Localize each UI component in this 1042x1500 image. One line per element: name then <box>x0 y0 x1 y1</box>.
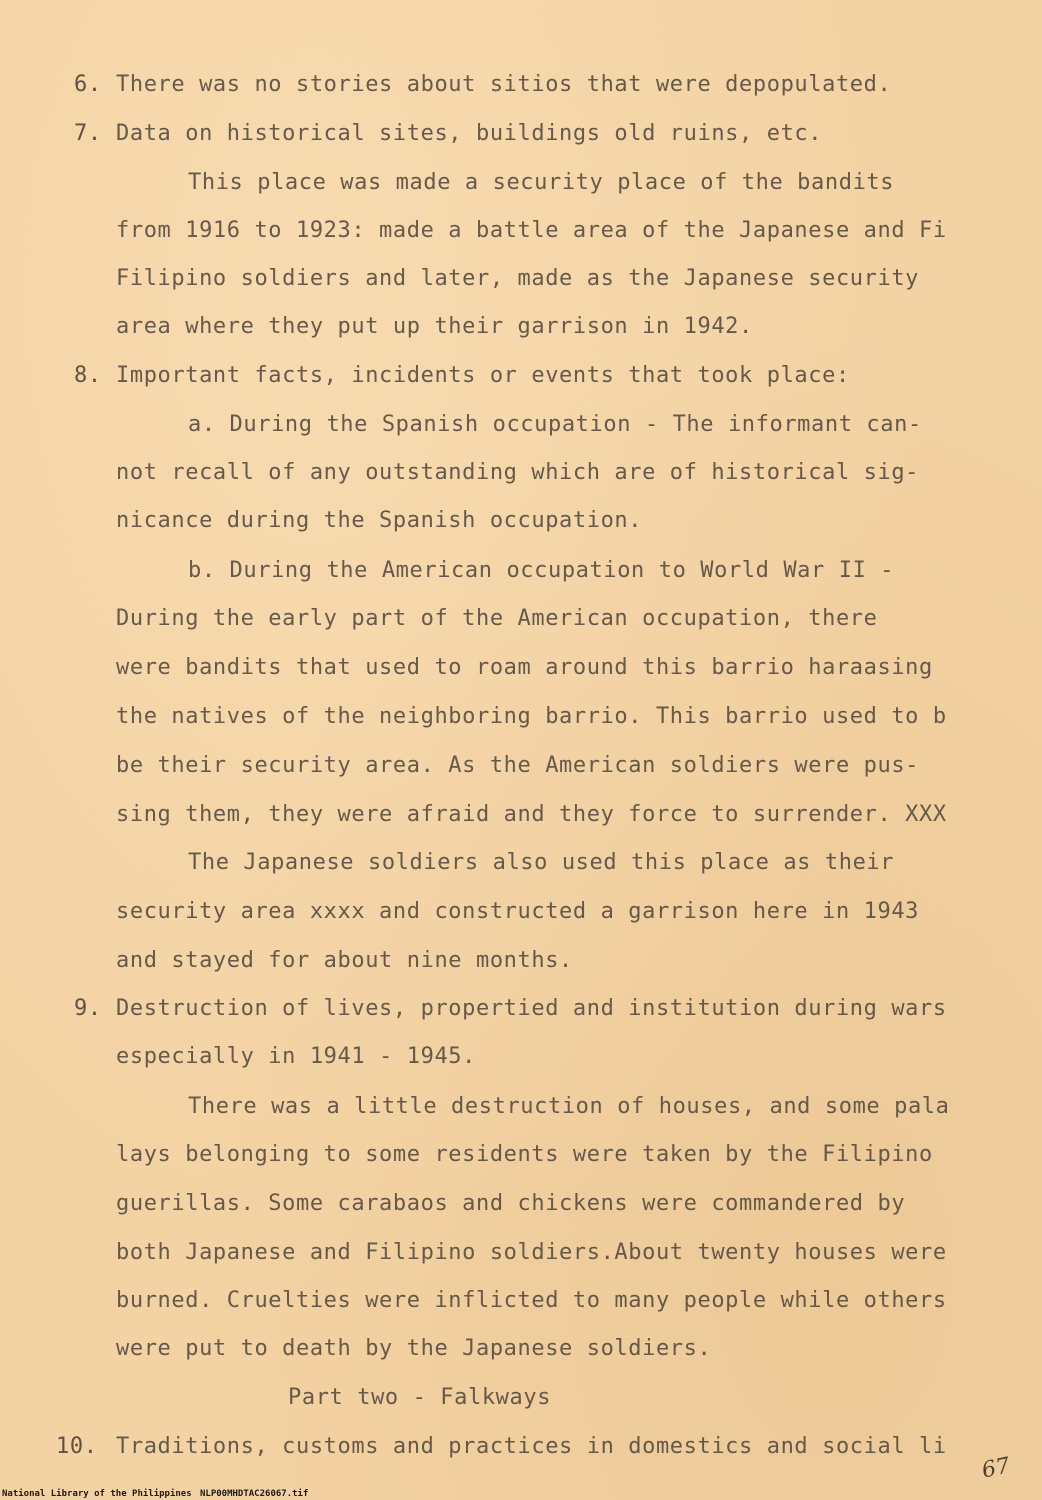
paragraph-line: were put to death by the Japanese soldiers. <box>116 1336 712 1361</box>
item-8-text: Important facts, incidents or events that took place: <box>116 363 850 388</box>
paragraph-line: burned. Cruelties were inflicted to many people while others <box>116 1288 947 1313</box>
paragraph-line: This place was made a security place of the bandits <box>188 170 895 195</box>
paragraph-line: nicance during the Spanish occupation. <box>116 508 643 533</box>
paragraph-line: and stayed for about nine months. <box>116 948 573 973</box>
footer-file-id: NLP00MHDTAC26067.tif <box>200 1489 309 1499</box>
paragraph-line: from 1916 to 1923: made a battle area of the Japanese and Fi <box>116 218 947 243</box>
subitem-b-line: b. During the American occupation to World War II - <box>188 558 895 583</box>
handwritten-page-mark: 67 <box>979 1453 1013 1484</box>
footer-library: National Library of the Philippines <box>2 1489 192 1499</box>
item-6-text: There was no stories about sitios that were depopulated. <box>116 72 892 97</box>
paragraph-line: Filipino soldiers and later, made as the Japanese security <box>116 266 920 291</box>
subitem-a-line: a. During the Spanish occupation - The informant can- <box>188 412 922 437</box>
paragraph-line: especially in 1941 - 1945. <box>116 1044 476 1069</box>
paragraph-line: lays belonging to some residents were taken by the Filipino <box>116 1142 933 1167</box>
paragraph-line: There was a little destruction of houses, and some pala <box>188 1094 950 1119</box>
item-9-number: 9. <box>74 996 102 1021</box>
paragraph-line: security area xxxx and constructed a garrison here in 1943 <box>116 899 920 924</box>
paragraph-line: not recall of any outstanding which are of historical sig- <box>116 460 920 485</box>
paragraph-line: be their security area. As the American soldiers were pus- <box>116 753 920 778</box>
item-7-number: 7. <box>74 121 102 146</box>
paragraph-line: the natives of the neighboring barrio. This barrio used to b <box>116 704 947 729</box>
paragraph-line: both Japanese and Filipino soldiers.About twenty houses were <box>116 1240 947 1265</box>
paragraph-line: were bandits that used to roam around this barrio haraasing <box>116 655 933 680</box>
item-7-text: Data on historical sites, buildings old ruins, etc. <box>116 121 823 146</box>
paragraph-line: sing them, they were afraid and they force to surrender. XXX <box>116 802 947 827</box>
item-8-number: 8. <box>74 363 102 388</box>
paragraph-line: The Japanese soldiers also used this place as their <box>188 850 895 875</box>
item-10-text: Traditions, customs and practices in domestics and social li <box>116 1434 947 1459</box>
paragraph-line: guerillas. Some carabaos and chickens were commandered by <box>116 1191 906 1216</box>
item-6-number: 6. <box>74 72 102 97</box>
paragraph-line: area where they put up their garrison in 1942. <box>116 314 753 339</box>
section-heading: Part two - Falkways <box>288 1385 552 1410</box>
paragraph-line: During the early part of the American occupation, there <box>116 606 878 631</box>
item-9-text: Destruction of lives, propertied and institution during wars <box>116 996 947 1021</box>
item-10-number: 10. <box>56 1434 98 1459</box>
